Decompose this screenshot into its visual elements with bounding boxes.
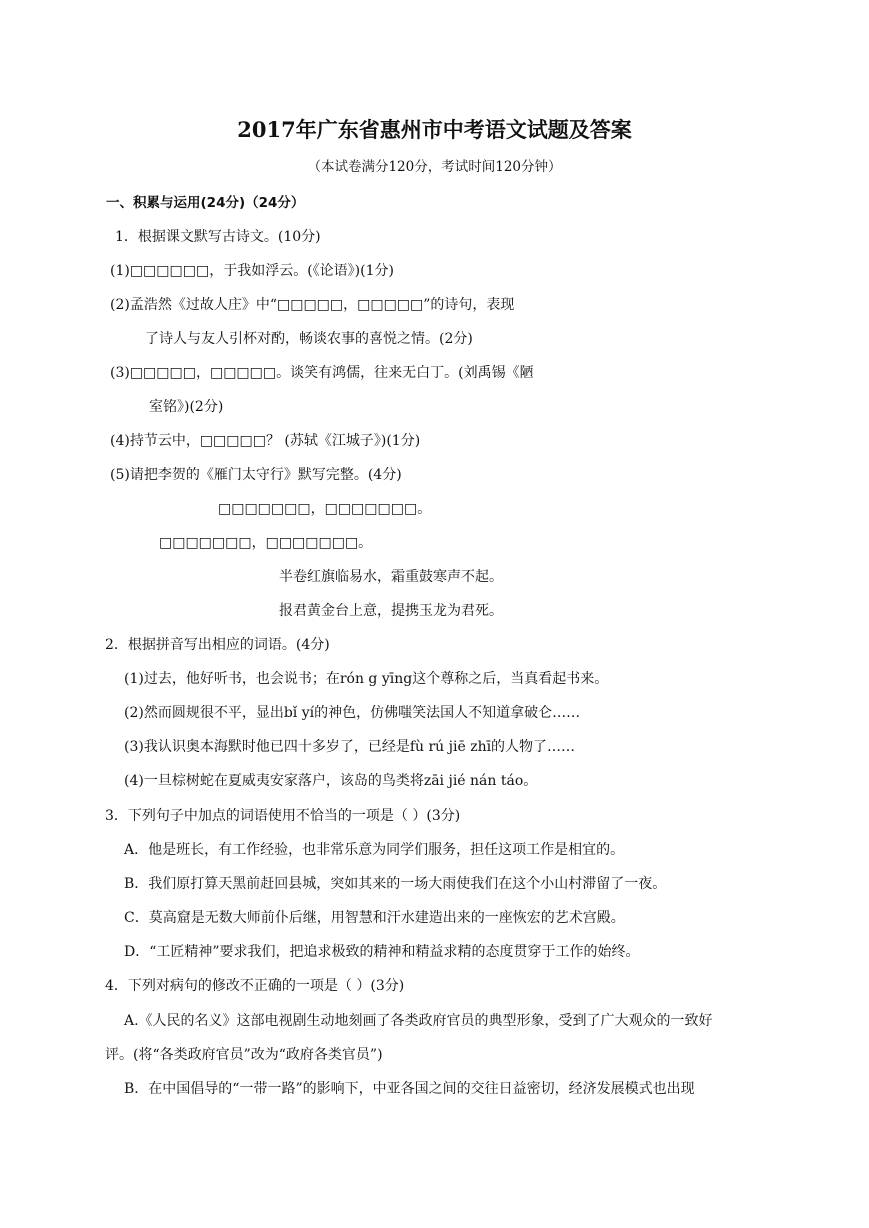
question-4-option-a: A.《人民的名义》这部电视剧生动地刻画了各类政府官员的典型形象，受到了广大观众的一致好 xyxy=(124,1013,713,1029)
section-heading: 一、积累与运用(24分)（24分） xyxy=(106,195,305,211)
question-3-option-d: D．“工匠精神”要求我们，把追求极致的精神和精益求精的态度贯穿于工作的始终。 xyxy=(124,944,640,960)
question-3-option-a: A．他是班长，有工作经验，也非常乐意为同学们服务，担任这项工作是相宜的。 xyxy=(124,842,625,858)
question-1-stem: 1．根据课文默写古诗文。(10分) xyxy=(115,229,321,245)
page-title: 2017年广东省惠州市中考语文试题及答案 xyxy=(237,117,632,142)
question-1-item-5: (5)请把李贺的《雁门太守行》默写完整。(4分) xyxy=(110,467,402,483)
poem-line-3: 半卷红旗临易水，霜重鼓寒声不起。 xyxy=(279,569,503,585)
question-3-option-b: B．我们原打算天黑前赶回县城，突如其来的一场大雨使我们在这个小山村滞留了一夜。 xyxy=(124,876,667,892)
poem-line-1: □□□□□□□，□□□□□□□。 xyxy=(218,501,432,517)
question-4-stem: 4．下列对病句的修改不正确的一项是（ ）(3分) xyxy=(105,978,405,994)
question-2-item-2: (2)然而圆规很不平，显出bǐ yí的神色，仿佛嗤笑法国人不知道拿破仑…… xyxy=(124,705,581,721)
question-4-option-b: B．在中国倡导的“一带一路”的影响下，中亚各国之间的交往日益密切，经济发展模式也出现 xyxy=(124,1081,695,1097)
question-1-item-2-cont: 了诗人与友人引杯对酌，畅谈农事的喜悦之情。(2分) xyxy=(145,331,473,347)
question-2-item-4: (4)一旦棕树蛇在夏威夷安家落户，该岛的鸟类将zāi jié nán táo。 xyxy=(124,773,538,789)
question-1-item-2: (2)孟浩然《过故人庄》中“□□□□□，□□□□□”的诗句，表现 xyxy=(110,297,515,313)
question-2-stem: 2．根据拼音写出相应的词语。(4分) xyxy=(105,637,330,653)
question-1-item-4: (4)持节云中，□□□□□？ (苏轼《江城子》)(1分) xyxy=(110,433,421,449)
poem-line-4: 报君黄金台上意，提携玉龙为君死。 xyxy=(279,603,503,619)
question-1-item-3-cont: 室铭》)(2分) xyxy=(149,399,224,415)
question-1-item-3: (3)□□□□□，□□□□□。谈笑有鸿儒，往来无白丁。(刘禹锡《陋 xyxy=(110,365,534,381)
question-1-item-1: (1)□□□□□□，于我如浮云。(《论语》)(1分) xyxy=(110,263,394,279)
question-2-item-3: (3)我认识奥本海默时他已四十多岁了，已经是fù rú jiē zhī的人物了…… xyxy=(124,739,576,755)
poem-line-2: □□□□□□□，□□□□□□□。 xyxy=(159,535,373,551)
question-2-item-1: (1)过去，他好听书，也会说书；在rón g yīng这个尊称之后，当真看起书来。 xyxy=(124,671,609,687)
question-4-option-a-cont: 评。(将“各类政府官员”改为“政府各类官员”) xyxy=(105,1047,383,1063)
question-3-option-c: C．莫高窟是无数大师前仆后继，用智慧和汗水建造出来的一座恢宏的艺术宫殿。 xyxy=(124,910,625,926)
exam-info: （本试卷满分120分，考试时间120分钟） xyxy=(307,159,562,175)
question-3-stem: 3．下列句子中加点的词语使用不恰当的一项是（ ）(3分) xyxy=(105,808,461,824)
